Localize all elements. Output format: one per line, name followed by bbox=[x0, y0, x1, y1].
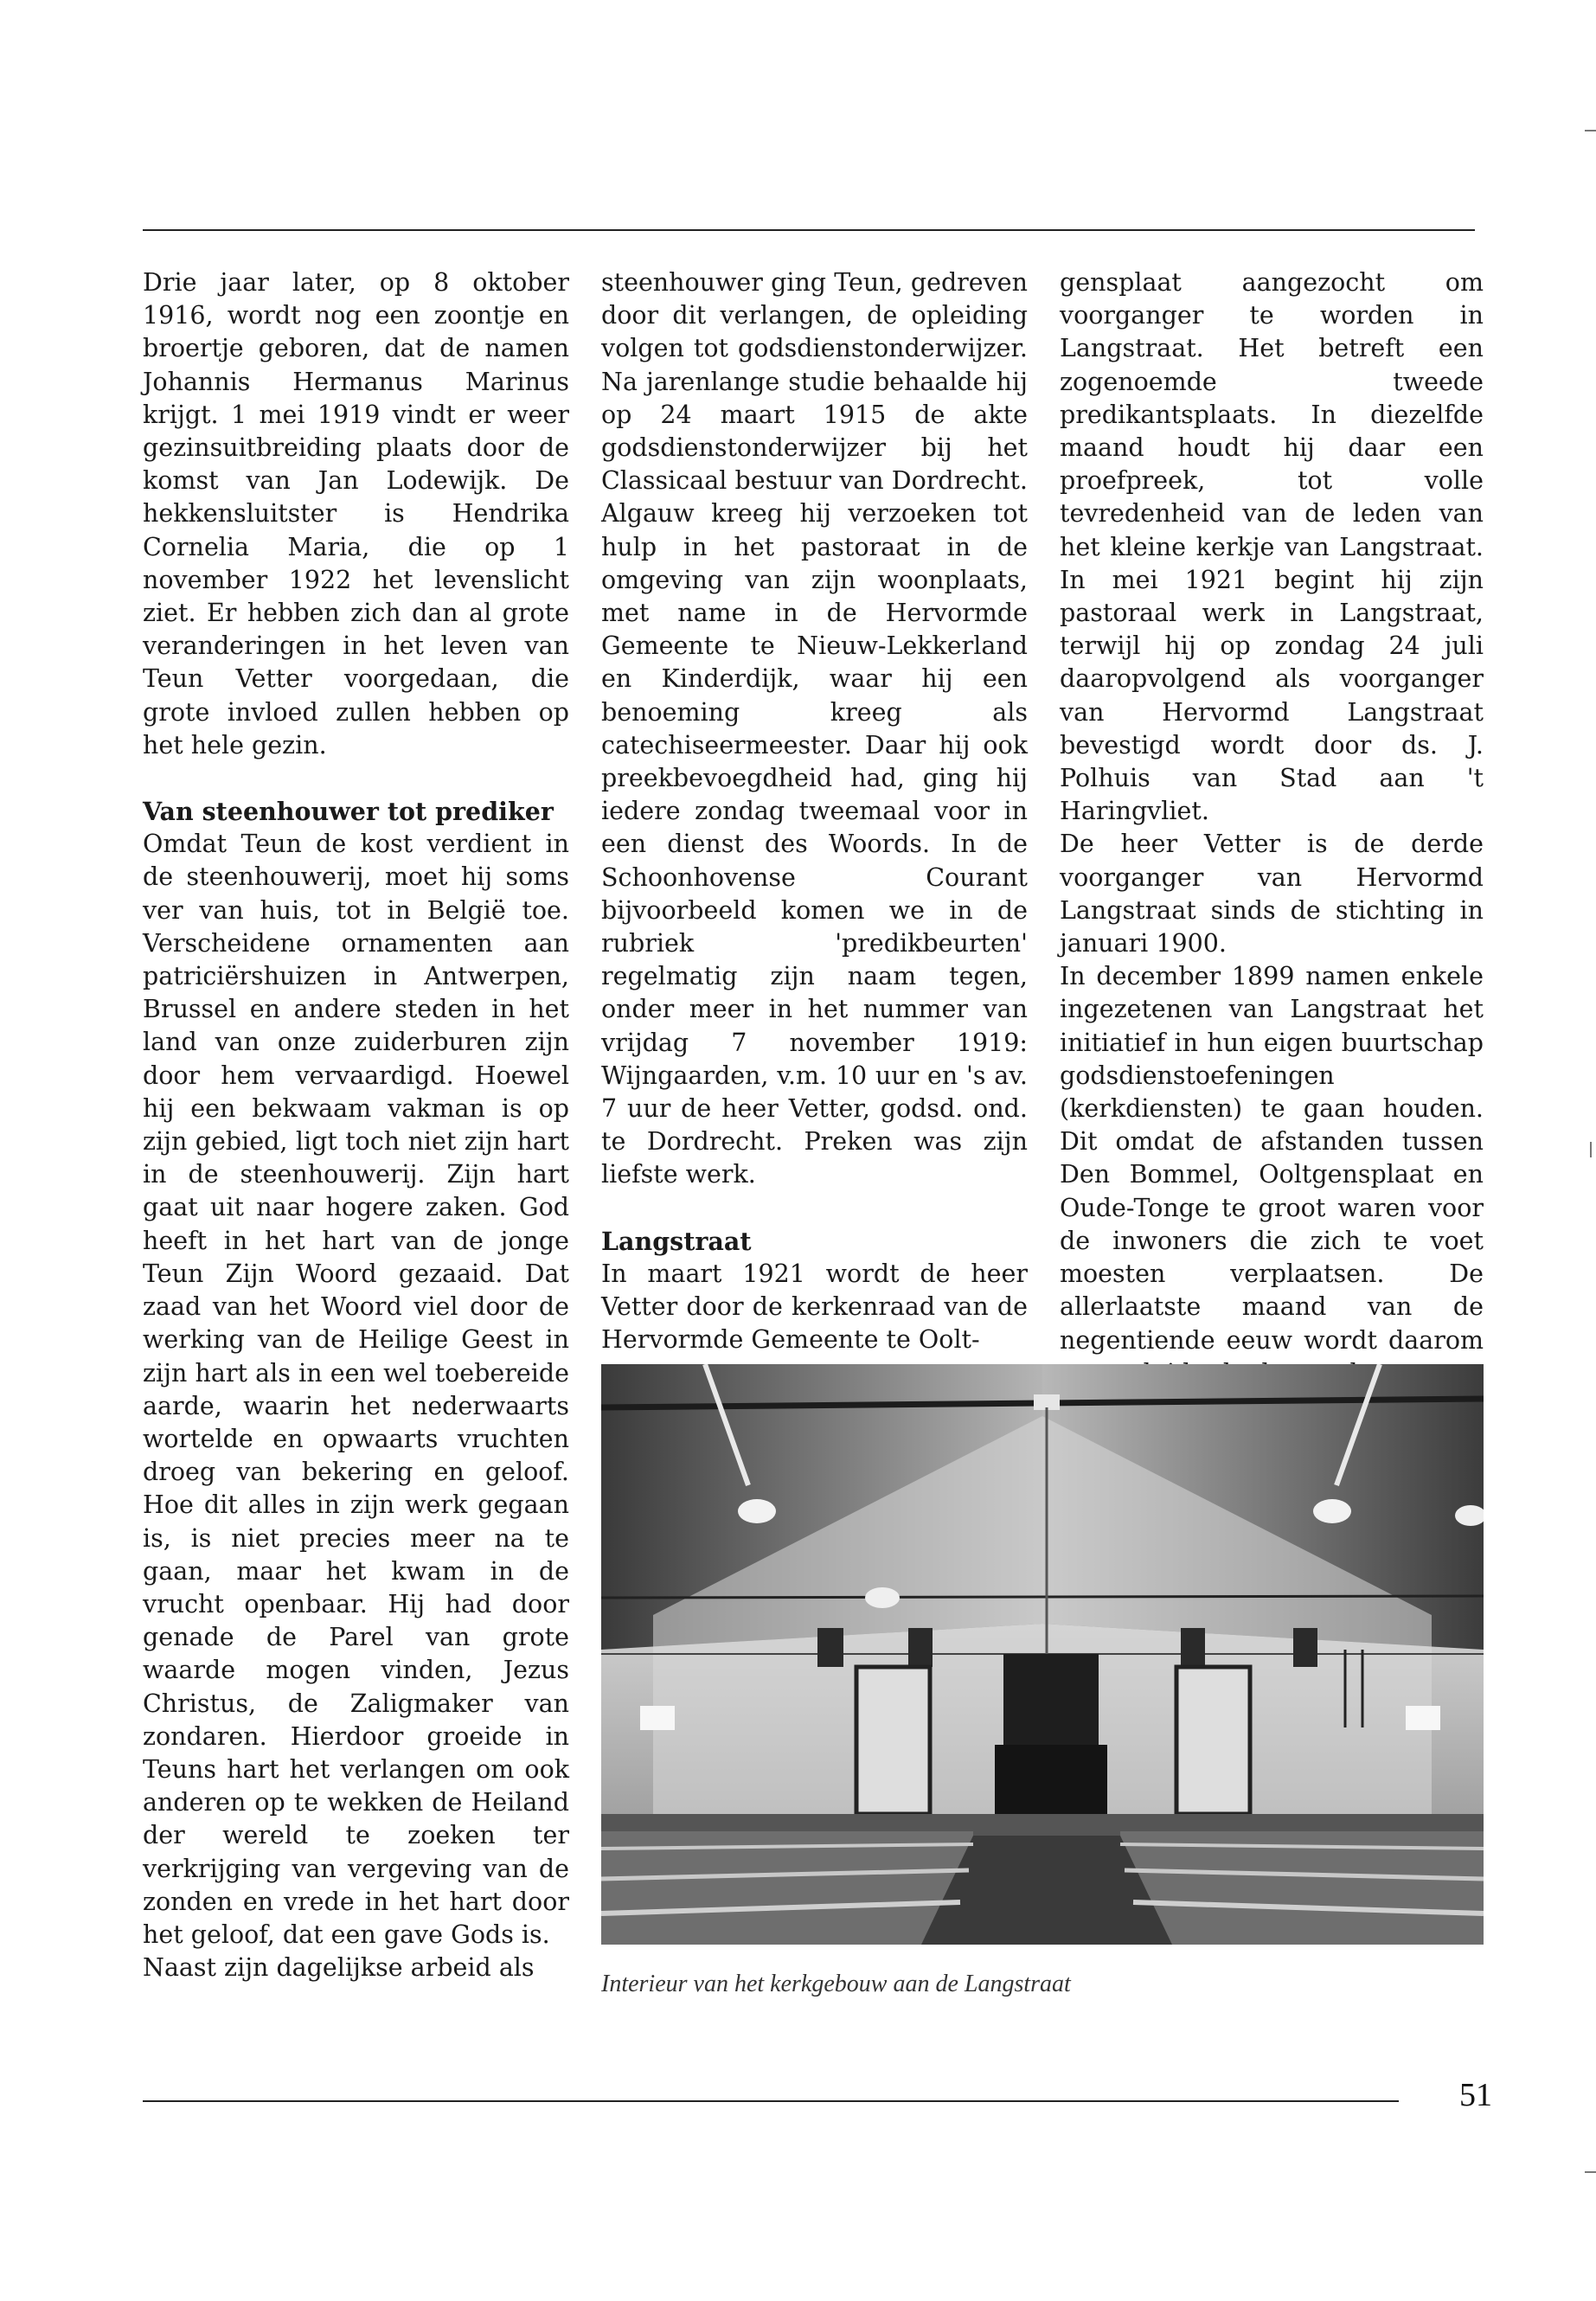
paragraph: steenhouwer ging Teun, gedreven door dit verlangen, de opleiding volgen tot godsdienstonderwijzer. Na jarenlange studie behaalde hij op 24 maart 1915 de akte godsdienstonderwijzer bij het Classicaal bestuur van Dordrecht. Algauw kreeg hij verzoeken tot hulp in het pastoraat in de omgeving van zijn woonplaats, met name in de Hervormde Gemeente te Nieuw-Lekkerland en Kinderdijk, waar hij een benoeming kreeg als catechiseermeester. Daar hij ook preekbevoegdheid had, ging hij iedere zondag tweemaal voor in een dienst des Woords. In de Schoonhovense Courant bijvoorbeeld komen we in de rubriek 'predikbeurten' regelmatig zijn naam tegen, onder meer in het nummer van vrijdag 7 november 1919: Wijngaarden, v.m. 10 uur en 's av. 7 uur de heer Vetter, godsd. ond. te Dordrecht. Preken was zijn liefste werk. bbox=[601, 268, 1028, 1189]
section-heading: Langstraat bbox=[601, 1226, 752, 1256]
crop-mark bbox=[1585, 2171, 1596, 2173]
paragraph: Drie jaar later, op 8 oktober 1916, wordt nog een zoontje en broertje geboren, dat de namen Johannis Hermanus Marinus krijgt. 1 mei 1919 vindt er weer gezinsuitbreiding plaats door de komst van Jan Lodewijk. De hekkensluitster is Hendrika Cornelia Maria, die op 1 november 1922 het levenslicht ziet. Er hebben zich dan al grote veranderingen in het leven van Teun Vetter voorgedaan, die grote invloed zullen hebben op het hele gezin. bbox=[143, 268, 569, 760]
top-rule bbox=[143, 229, 1475, 231]
paragraph: Omdat Teun de kost verdient in de steenhouwerij, moet hij soms ver van huis, tot in België toe. Verscheidene ornamenten aan patriciërshuizen in Antwerpen, Brussel en andere steden in het land van onze zuiderburen zijn door hem vervaardigd. Hoewel hij een bekwaam vakman is op zijn gebied, ligt toch niet zijn hart in de steenhouwerij. Zijn hart gaat uit naar hogere zaken. God heeft in het hart van de jonge Teun Zijn Woord gezaaid. Dat zaad van het Woord viel door de werking van de Heilige Geest in zijn hart als in een wel toebereide aarde, waarin het nederwaarts wortelde en opwaarts vruchten droeg van bekering en geloof. Hoe dit alles in zijn werk gegaan is, is niet precies meer na te gaan, maar het kwam in de vrucht openbaar. Hij had door genade de Parel van grote waarde mogen vinden, Jezus Christus, de Zaligmaker van zondaren. Hierdoor groeide in Teuns hart het verlangen om ook anderen op te wekken de Heiland der wereld te zoeken ter verkrijging van vergeving van de zonden en vrede in het hart door het geloof, dat een gave Gods is. bbox=[143, 830, 569, 1949]
article-column-1 bbox=[143, 266, 569, 1984]
section-heading: Van steenhouwer tot prediker bbox=[143, 797, 554, 827]
paragraph: gensplaat aangezocht om voorganger te worden in Langstraat. Het betreft een zogenoemde tweede predikantsplaats. In diezelfde maand houdt hij daar een proefpreek, tot volle tevredenheid van de leden van het kleine kerkje van Langstraat. In mei 1921 begint hij zijn pastoraal werk in Langstraat, terwijl hij op zondag 24 juli daaropvolgend als voorganger van Hervormd Langstraat bevestigd wordt door ds. J. Polhuis van Stad aan 't Haringvliet. bbox=[1060, 268, 1484, 826]
article-column-2 bbox=[601, 266, 1028, 1357]
paragraph: In december 1899 namen enkele ingezetenen van Langstraat het initiatief in hun eigen buurtschap godsdienstoefeningen (kerkdiensten) te gaan houden. Dit omdat de afstanden tussen Den Bommel, Ooltgensplaat en Oude-Tonge te groot waren voor de inwoners die zich te voet moesten verplaatsen. De allerlaatste maand van de negentiende eeuw wordt daarom bbox=[1060, 962, 1484, 1355]
crop-mark bbox=[1585, 130, 1596, 131]
page-number: 51 bbox=[1459, 2077, 1492, 2113]
church-interior-photo bbox=[601, 1364, 1484, 1945]
bottom-rule bbox=[143, 2100, 1399, 2102]
photo-caption: Interieur van het kerkgebouw aan de Langstraat bbox=[601, 1971, 1071, 1997]
paragraph: In maart 1921 wordt de heer Vetter door de kerkenraad van de Hervormde Gemeente te Oolt- bbox=[601, 1259, 1028, 1355]
article-column-3 bbox=[1060, 266, 1484, 1423]
crop-mark bbox=[1590, 1142, 1592, 1157]
paragraph: Naast zijn dagelijkse arbeid als bbox=[143, 1953, 535, 1983]
paragraph: De heer Vetter is de derde voorganger van Hervormd Langstraat sinds de stichting in januari 1900. bbox=[1060, 830, 1484, 958]
